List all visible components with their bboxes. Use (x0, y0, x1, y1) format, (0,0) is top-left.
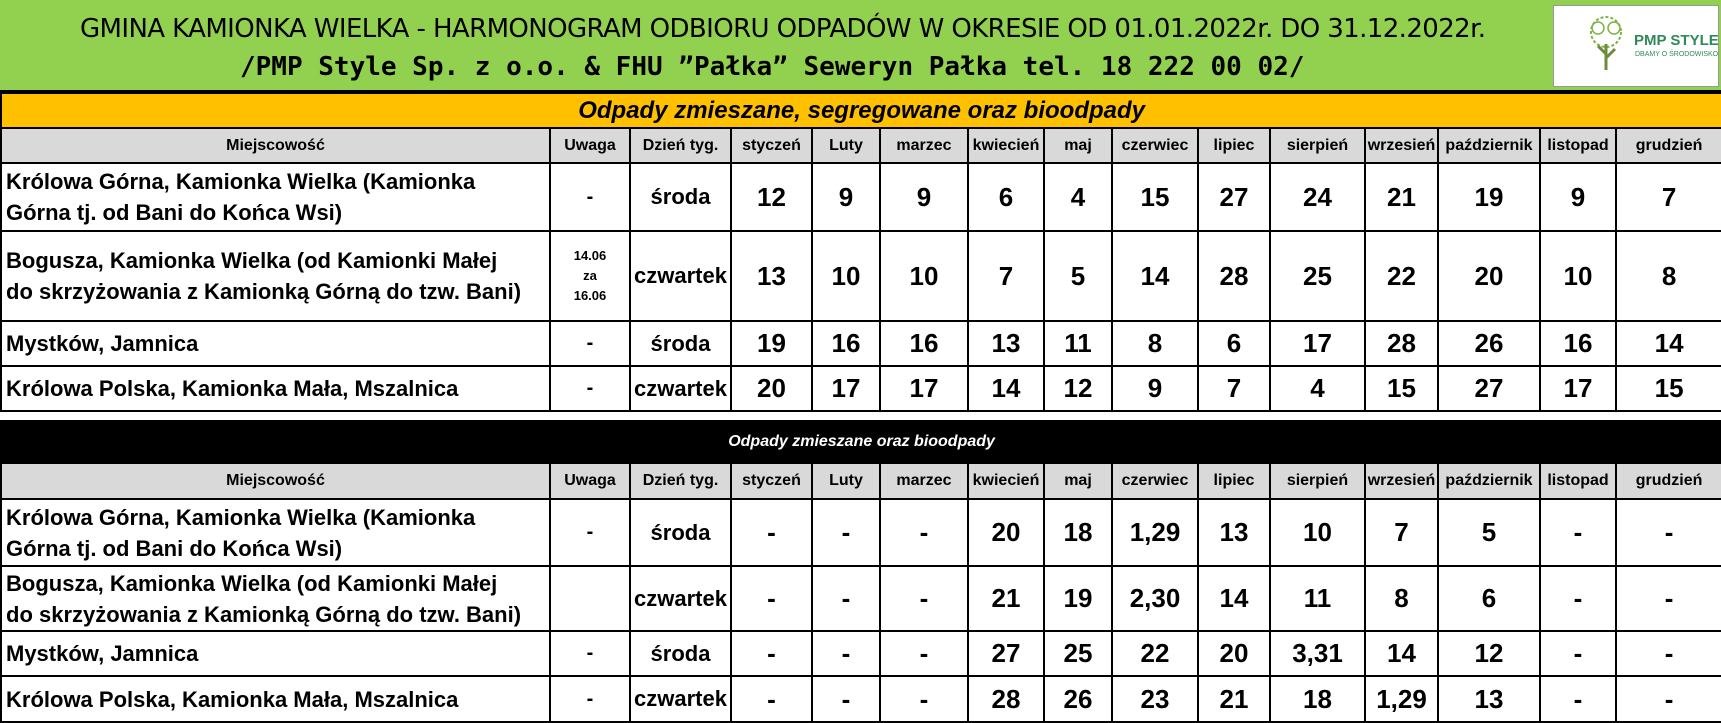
date-cell: 10 (1270, 499, 1365, 566)
location-line: do skrzyżowania z Kamionką Górną do tzw. Bani) (6, 279, 522, 304)
company-logo (1553, 5, 1719, 87)
note-cell: - (550, 676, 630, 722)
note-cell: - (550, 499, 630, 566)
date-cell: 4 (1044, 163, 1112, 231)
date-cell: 23 (1112, 676, 1198, 722)
date-cell: 19 (1044, 566, 1112, 631)
date-cell: - (880, 499, 968, 566)
date-cell: - (880, 631, 968, 676)
logo-brand-text: PMP STYLE (1634, 32, 1719, 49)
date-cell: 25 (1044, 631, 1112, 676)
location-line: Górna tj. od Bani do Końca Wsi) (6, 200, 343, 225)
date-cell: - (812, 631, 880, 676)
note-cell: - (550, 321, 630, 366)
date-cell: - (731, 631, 812, 676)
table-row (1, 366, 1721, 411)
col-header: maj (1044, 128, 1112, 163)
date-cell: 13 (1198, 499, 1270, 566)
col-header: Luty (812, 128, 880, 163)
location-line: do skrzyżowania z Kamionką Górną do tzw. Bani) (6, 601, 522, 627)
table-row (1, 231, 1721, 321)
location-line: Królowa Górna, Kamionka Wielka (Kamionka (6, 169, 476, 194)
date-cell: 11 (1270, 566, 1365, 631)
table-row (1, 163, 1721, 231)
date-cell: 22 (1365, 231, 1438, 321)
date-cell: 12 (1044, 366, 1112, 411)
date-cell: 14 (1198, 566, 1270, 631)
date-cell: 1,29 (1365, 676, 1438, 722)
date-cell: 15 (1616, 366, 1721, 411)
date-cell: 9 (880, 163, 968, 231)
date-cell: 17 (812, 366, 880, 411)
date-cell: 24 (1270, 163, 1365, 231)
date-cell: - (1616, 631, 1721, 676)
date-cell: 19 (731, 321, 812, 366)
date-cell: 7 (968, 231, 1044, 321)
date-cell: 16 (880, 321, 968, 366)
location-cell: Mystków, Jamnica (1, 321, 550, 366)
schedule-table-2 (0, 420, 1721, 723)
section-1-title: Odpady zmieszane, segregowane oraz bioodpady (1, 93, 1721, 128)
date-cell: 4 (1270, 366, 1365, 411)
date-cell: - (812, 566, 880, 631)
date-cell: 14 (1365, 631, 1438, 676)
location-cell (1, 231, 550, 321)
date-cell: 9 (1540, 163, 1616, 231)
table-header-row (1, 128, 1721, 163)
date-cell: 12 (731, 163, 812, 231)
section-2-title: Odpady zmieszane oraz bioodpady (1, 421, 1721, 463)
date-cell: 7 (1365, 499, 1438, 566)
date-cell: 16 (812, 321, 880, 366)
weekday-cell: czwartek (630, 566, 731, 631)
date-cell: 17 (1270, 321, 1365, 366)
logo-tagline: DBAMY O ŚRODOWISKO (1635, 51, 1719, 58)
col-header: maj (1044, 463, 1112, 499)
date-cell: 8 (1365, 566, 1438, 631)
date-cell: 11 (1044, 321, 1112, 366)
col-header: lipiec (1198, 463, 1270, 499)
date-cell: 10 (1540, 231, 1616, 321)
date-cell: 17 (1540, 366, 1616, 411)
note-line: 16.06 (573, 288, 607, 303)
date-cell: 13 (1438, 676, 1540, 722)
date-cell: - (1616, 566, 1721, 631)
col-header: marzec (880, 463, 968, 499)
note-cell: - (550, 631, 630, 676)
date-cell: 20 (1198, 631, 1270, 676)
location-line: Górna tj. od Bani do Końca Wsi) (6, 535, 343, 561)
col-header: wrzesień (1365, 128, 1438, 163)
col-header: lipiec (1198, 128, 1270, 163)
date-cell: 9 (1112, 366, 1198, 411)
date-cell: 5 (1438, 499, 1540, 566)
date-cell: 1,29 (1112, 499, 1198, 566)
date-cell: 20 (968, 499, 1044, 566)
col-header: Uwaga (550, 463, 630, 499)
date-cell: 18 (1270, 676, 1365, 722)
date-cell: 6 (968, 163, 1044, 231)
col-header: styczeń (731, 463, 812, 499)
location-line: Bogusza, Kamionka Wielka (od Kamionki Małej (6, 248, 498, 273)
col-header: sierpień (1270, 463, 1365, 499)
date-cell: - (1616, 499, 1721, 566)
date-cell: - (812, 676, 880, 722)
col-header: wrzesień (1365, 463, 1438, 499)
note-cell (550, 231, 630, 321)
date-cell: 21 (1198, 676, 1270, 722)
date-cell: 27 (968, 631, 1044, 676)
date-cell: 13 (968, 321, 1044, 366)
date-cell: - (1540, 676, 1616, 722)
weekday-cell: czwartek (630, 231, 731, 321)
date-cell: 10 (812, 231, 880, 321)
weekday-cell: środa (630, 631, 731, 676)
location-cell: Królowa Polska, Kamionka Mała, Mszalnica (1, 366, 550, 411)
note-line: 14.06 (573, 248, 607, 263)
col-header: Dzień tyg. (630, 463, 731, 499)
document-header (0, 0, 1721, 92)
col-header: Miejscowość (1, 463, 550, 499)
table-row (1, 321, 1721, 366)
date-cell: 21 (1365, 163, 1438, 231)
document-subtitle: /PMP Style Sp. z o.o. & FHU ”Pałka” Seweryn Pałka tel. 18 222 00 02/ (240, 52, 1305, 82)
date-cell: 6 (1438, 566, 1540, 631)
date-cell: - (812, 499, 880, 566)
date-cell: 25 (1270, 231, 1365, 321)
weekday-cell: środa (630, 499, 731, 566)
col-header: sierpień (1270, 128, 1365, 163)
col-header: czerwiec (1112, 463, 1198, 499)
date-cell: - (880, 566, 968, 631)
col-header: październik (1438, 463, 1540, 499)
location-cell: Mystków, Jamnica (1, 631, 550, 676)
date-cell: 2,30 (1112, 566, 1198, 631)
note-cell: - (550, 163, 630, 231)
col-header: kwiecień (968, 463, 1044, 499)
col-header: kwiecień (968, 128, 1044, 163)
date-cell: 27 (1438, 366, 1540, 411)
date-cell: 14 (1112, 231, 1198, 321)
date-cell: - (880, 676, 968, 722)
date-cell: 3,31 (1270, 631, 1365, 676)
date-cell: - (1540, 631, 1616, 676)
location-cell (1, 499, 550, 566)
col-header: październik (1438, 128, 1540, 163)
date-cell: 28 (968, 676, 1044, 722)
date-cell: 14 (1616, 321, 1721, 366)
date-cell: 5 (1044, 231, 1112, 321)
location-cell (1, 566, 550, 631)
location-line: Królowa Górna, Kamionka Wielka (Kamionka (6, 504, 476, 530)
col-header: Uwaga (550, 128, 630, 163)
date-cell: 21 (968, 566, 1044, 631)
table-header-row (1, 463, 1721, 499)
date-cell: - (731, 499, 812, 566)
col-header: listopad (1540, 128, 1616, 163)
col-header: Miejscowość (1, 128, 550, 163)
date-cell: 27 (1198, 163, 1270, 231)
col-header: listopad (1540, 463, 1616, 499)
date-cell: 7 (1198, 366, 1270, 411)
col-header: czerwiec (1112, 128, 1198, 163)
date-cell: 13 (731, 231, 812, 321)
location-cell (1, 163, 550, 231)
date-cell: 17 (880, 366, 968, 411)
date-cell: 28 (1198, 231, 1270, 321)
date-cell: 20 (1438, 231, 1540, 321)
location-line: Bogusza, Kamionka Wielka (od Kamionki Małej (6, 570, 498, 596)
date-cell: - (731, 676, 812, 722)
document-title: GMINA KAMIONKA WIELKA - HARMONOGRAM ODBIORU ODPADÓW W OKRESIE OD 01.01.2022r. DO 31.12.2022r. (80, 14, 1486, 44)
date-cell: 6 (1198, 321, 1270, 366)
date-cell: 26 (1438, 321, 1540, 366)
table-row (1, 631, 1721, 676)
date-cell: 12 (1438, 631, 1540, 676)
date-cell: 28 (1365, 321, 1438, 366)
weekday-cell: czwartek (630, 676, 731, 722)
note-cell: - (550, 366, 630, 411)
date-cell: 9 (812, 163, 880, 231)
note-cell (550, 566, 630, 631)
col-header: grudzień (1616, 128, 1721, 163)
date-cell: - (731, 566, 812, 631)
date-cell: 19 (1438, 163, 1540, 231)
col-header: grudzień (1616, 463, 1721, 499)
col-header: Luty (812, 463, 880, 499)
col-header: styczeń (731, 128, 812, 163)
date-cell: 18 (1044, 499, 1112, 566)
weekday-cell: środa (630, 321, 731, 366)
date-cell: 26 (1044, 676, 1112, 722)
date-cell: - (1540, 566, 1616, 631)
date-cell: 20 (731, 366, 812, 411)
weekday-cell: środa (630, 163, 731, 231)
table-row (1, 566, 1721, 631)
col-header: Dzień tyg. (630, 128, 731, 163)
location-cell: Królowa Polska, Kamionka Mała, Mszalnica (1, 676, 550, 722)
tree-logo-icon (1584, 14, 1628, 74)
note-line: za (583, 268, 597, 283)
date-cell: 7 (1616, 163, 1721, 231)
date-cell: 15 (1112, 163, 1198, 231)
date-cell: - (1540, 499, 1616, 566)
date-cell: 8 (1112, 321, 1198, 366)
date-cell: 10 (880, 231, 968, 321)
date-cell: 14 (968, 366, 1044, 411)
schedule-table-1 (0, 92, 1721, 412)
date-cell: 16 (1540, 321, 1616, 366)
weekday-cell: czwartek (630, 366, 731, 411)
date-cell: 22 (1112, 631, 1198, 676)
date-cell: - (1616, 676, 1721, 722)
date-cell: 8 (1616, 231, 1721, 321)
table-row (1, 499, 1721, 566)
date-cell: 15 (1365, 366, 1438, 411)
col-header: marzec (880, 128, 968, 163)
table-row (1, 676, 1721, 722)
